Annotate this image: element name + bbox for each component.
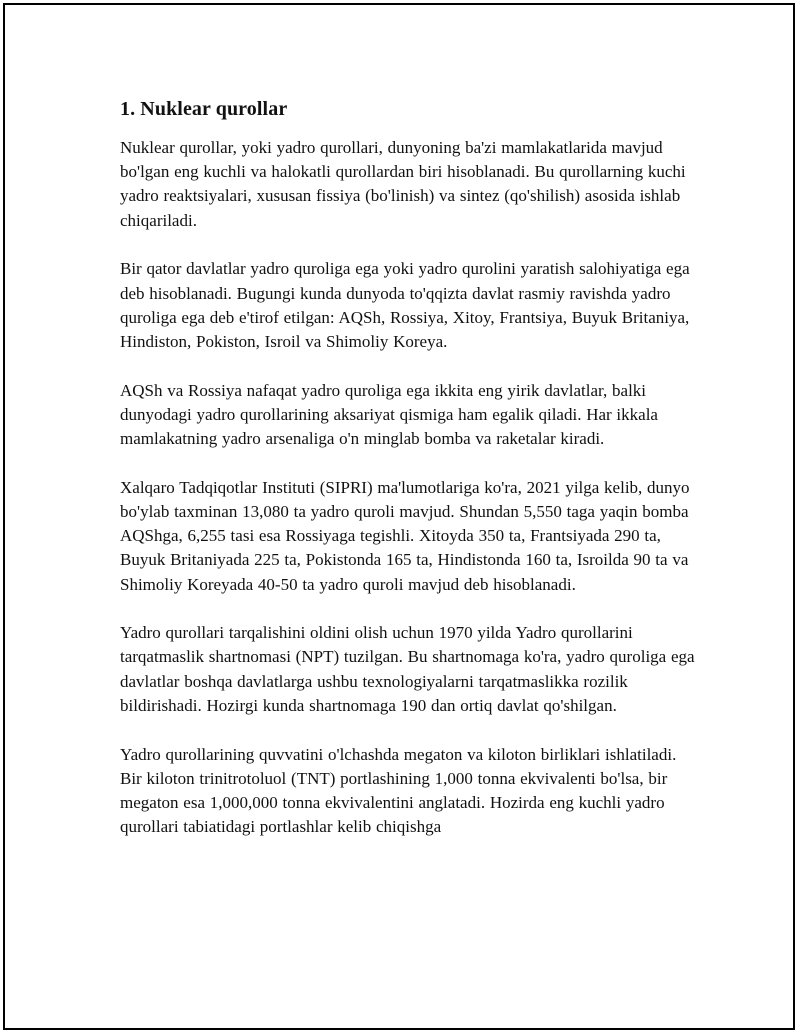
paragraph-nuclear-states: Bir qator davlatlar yadro quroliga ega yoki yadro qurolini yaratish salohiyatiga ega deb hisoblanadi. Bugungi kunda dunyoda to'qqizta davlat rasmiy ravishda yadro quroliga ega deb e'tirof etilgan: AQSh, Rossiya, Xitoy, Frantsiya, Buyuk Britaniya, Hindiston, Pokiston, Isroil va Shimoliy Koreya.: [120, 259, 690, 351]
document-page: [3, 3, 795, 1030]
paragraph-yield-units: Yadro qurollarining quvvatini o'lchashda megaton va kiloton birliklari ishlatiladi. Bir kiloton trinitrotoluol (TNT) portlashining 1,000 tonna ekvivalenti bo'lsa, bir megaton esa 1,000,000 tonna ekvivalentini anglatadi. Hozirda eng kuchli yadro qurollari tabiatidagi portlashlar kelib chiqishga: [120, 744, 677, 837]
paragraph-npt: Yadro qurollari tarqalishini oldini olish uchun 1970 yilda Yadro qurollarini tarqatmaslik shartnomasi (NPT) tuzilgan. Bu shartnomaga ko'ra, yadro quroliga ega davlatlar boshqa davlatlarga ushbu texnologiyalarni tarqatmaslikka rozilik bildirishadi. Hozirgi kunda shartnomaga 190 dan ortiq davlat qo'shilgan.: [120, 623, 695, 715]
paragraph-intro: Nuklear qurollar, yoki yadro qurollari, dunyoning ba'zi mamlakatlarida mavjud bo'lgan eng kuchli va halokatli qurollardan biri hisoblanadi. Bu qurollarning kuchi yadro reaktsiyalari, xususan fissiya (bo'linish) va sintez (qo'shilish) asosida ishlab chiqariladi.: [120, 138, 686, 230]
paragraph-usa-russia: AQSh va Rossiya nafaqat yadro quroliga ega ikkita eng yirik davlatlar, balki dunyodagi yadro qurollarining aksariyat qismiga ham egalik qiladi. Har ikkala mamlakatning yadro arsenaliga o'n minglab bomba va raketalar kiradi.: [120, 380, 658, 449]
document-body: [120, 97, 700, 839]
section-heading: 1. Nuklear qurollar: [120, 98, 288, 120]
paragraph-sipri-stats: Xalqaro Tadqiqotlar Instituti (SIPRI) ma'lumotlariga ko'ra, 2021 yilga kelib, dunyo bo'ylab taxminan 13,080 ta yadro quroli mavjud. Shundan 5,550 taga yaqin bomba AQShga, 6,255 tasi esa Rossiyaga tegishli. Xitoyda 350 ta, Frantsiyada 290 ta, Buyuk Britaniyada 225 ta, Pokistonda 165 ta, Hindistonda 160 ta, Isroilda 90 ta va Shimoliy Koreyada 40-50 ta yadro quroli mavjud deb hisoblanadi.: [120, 477, 690, 594]
